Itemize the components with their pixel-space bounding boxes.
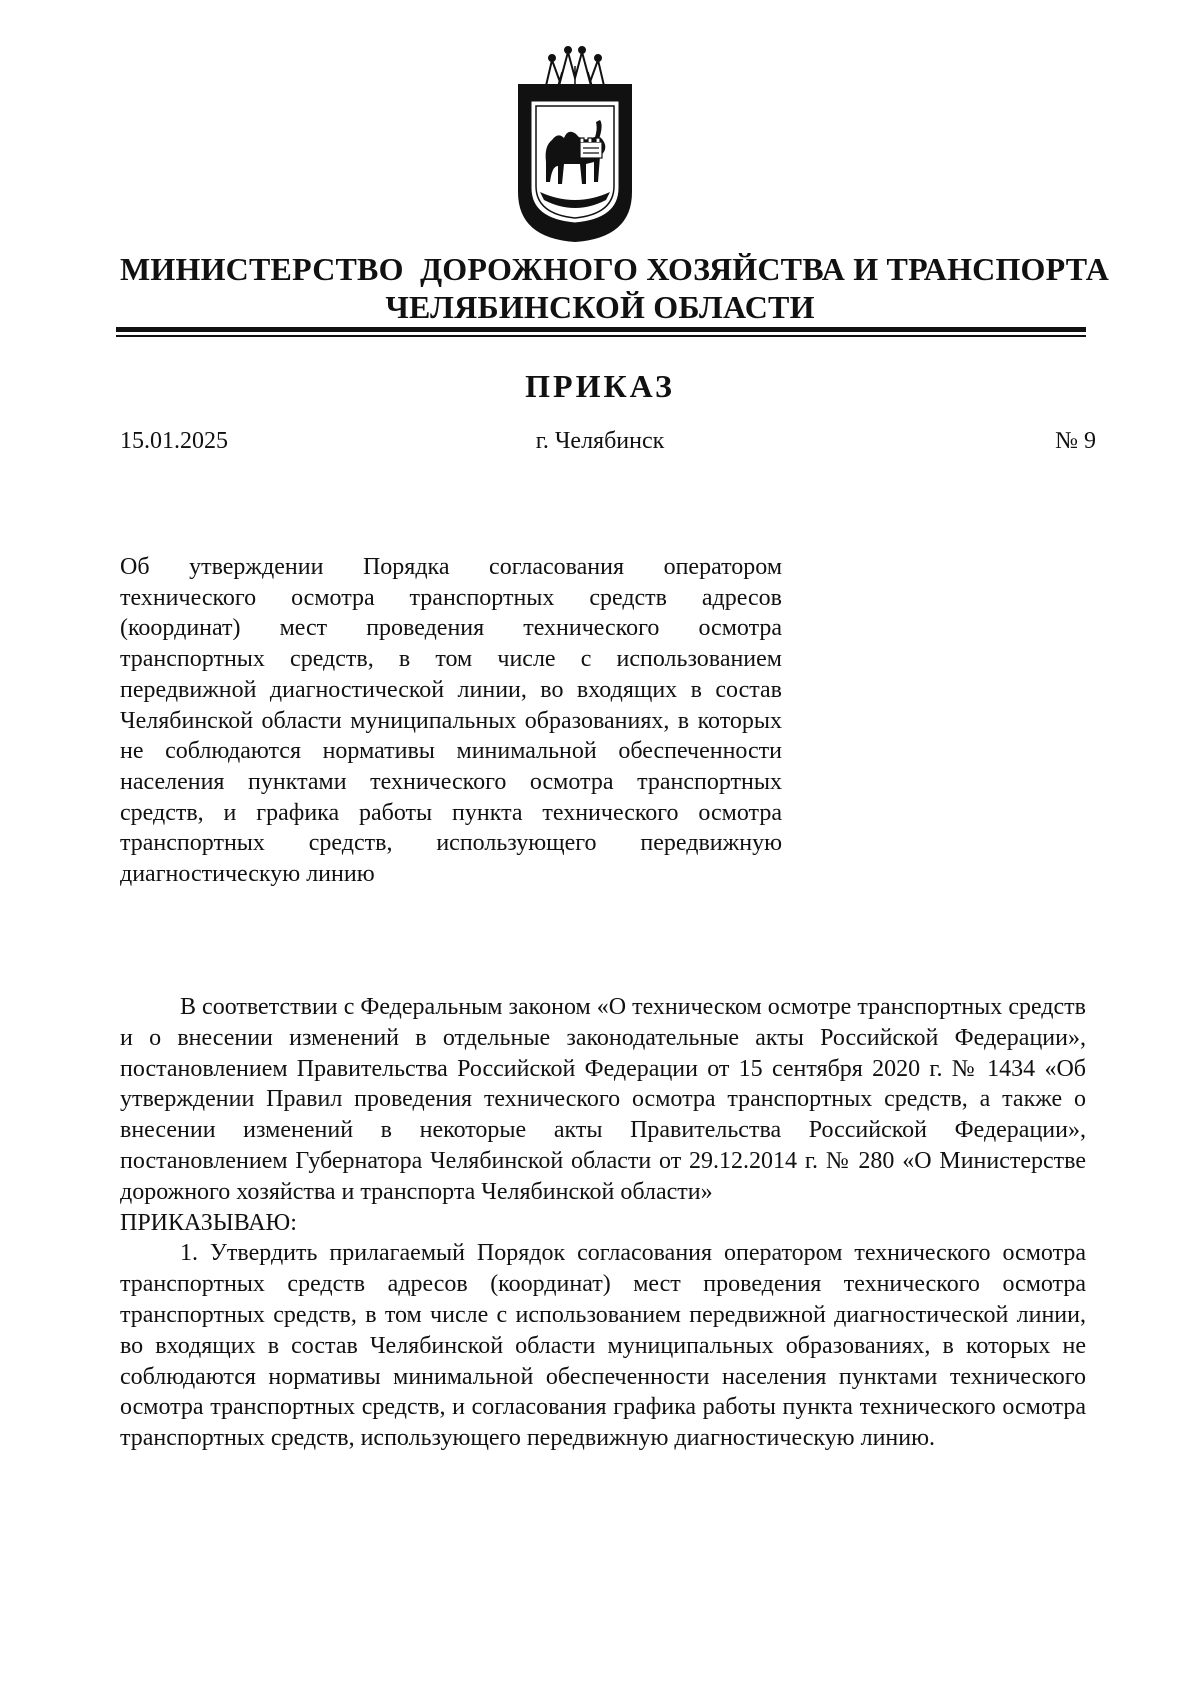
header-divider-thick <box>116 327 1086 332</box>
header-divider-thin <box>116 335 1086 337</box>
ministry-header <box>120 250 1110 326</box>
document-date: 15.01.2025 <box>120 428 228 454</box>
fortress-icon <box>580 138 602 158</box>
ministry-name-line-1: МИНИСТЕРСТВО ДОРОЖНОГО ХОЗЯЙСТВА И ТРАНСПОРТА <box>120 251 1110 287</box>
coat-of-arms-emblem <box>500 42 650 247</box>
order-subject: Об утверждении Порядка согласования оператором технического осмотра транспортных средств адресов (координат) мест проведения технического осмотра транспортных средств, в том числе с использованием передвижной диагностической линии, во входящих в состав Челябинской области муниципальных образованиях, в которых не соблюдаются нормативы минимальной обеспеченности населения пунктами технического осмотра транспортных средств, и графика работы пункта технического осмотра транспортных средств, использующего передвижную диагностическую линию <box>120 554 782 888</box>
document-city: г. Челябинск <box>535 428 665 454</box>
order-body <box>120 992 1086 1454</box>
crown-icon <box>545 47 605 90</box>
document-number: № 9 <box>1055 428 1096 454</box>
order-directive-word: ПРИКАЗЫВАЮ: <box>120 1209 297 1236</box>
document-type-title: ПРИКАЗ <box>525 368 675 404</box>
preamble-paragraph: В соответствии с Федеральным законом «О техническом осмотре транспортных средств и о внесении изменений в отдельные законодательные акты Российской Федерации», постановлением Правительства Российской Федерации от 15 сентября 2020 г. № 1434 «Об утверждении Правил проведения технического осмотра транспортных средств, а также о внесении изменений в некоторые акты Правительства Российской Федерации», постановлением Губернатора Челябинской области от 29.12.2014 г. № 280 «О Министерстве дорожного хозяйства и транспорта Челябинской области» <box>120 994 1086 1205</box>
ministry-name-line-2: ЧЕЛЯБИНСКОЙ ОБЛАСТИ <box>385 289 815 325</box>
order-item-1: 1. Утвердить прилагаемый Порядок согласования оператором технического осмотра транспортных средств адресов (координат) мест проведения технического осмотра транспортных средств, в том числе с использованием передвижной диагностической линии, во входящих в состав Челябинской области муниципальных образованиях, в которых не соблюдаются нормативы минимальной обеспеченности населения пунктами технического осмотра транспортных средств, и согласования графика работы пункта технического осмотра транспортных средств, использующего передвижную диагностическую линию. <box>120 1240 1086 1452</box>
